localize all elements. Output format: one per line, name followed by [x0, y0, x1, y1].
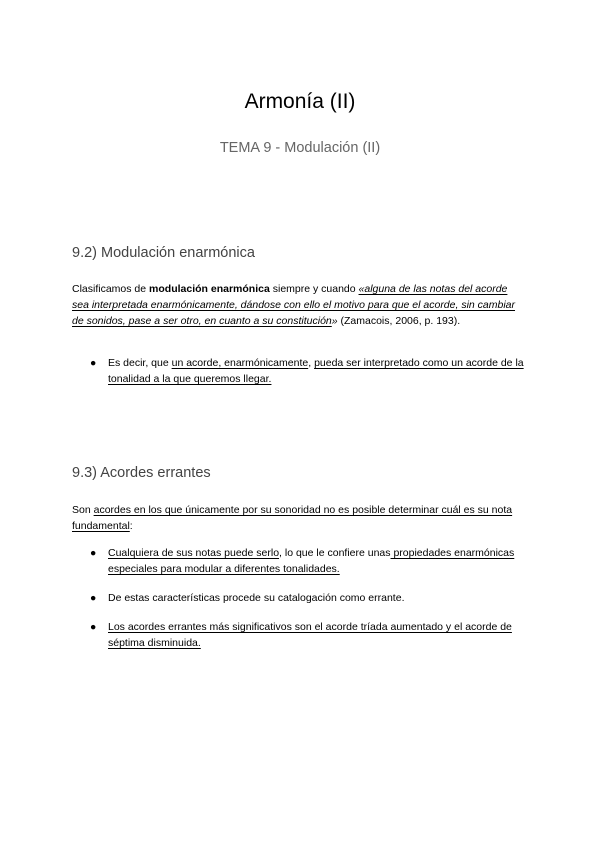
underlined-text: Cualquiera de sus notas puede serlo — [108, 547, 280, 559]
underlined-text: pueda ser interpretado como un acorde de la tonalidad a la que queremos llegar. — [108, 357, 524, 385]
list-item-text: De estas características procede su catalogación como errante. — [108, 592, 405, 604]
paragraph-text: Son — [72, 504, 94, 516]
list-item-text — [90, 355, 527, 387]
paragraph-text: Clasificamos de — [72, 283, 150, 295]
bullet-marker: ● — [90, 547, 97, 559]
text-run: , — [308, 357, 315, 369]
list-item-text — [90, 545, 527, 577]
list-item — [90, 545, 527, 577]
paragraph-acordes-errantes — [72, 502, 527, 534]
underlined-text: un acorde, enarmónicamente — [171, 357, 309, 369]
list-item-text: Los acordes errantes más significativos son el acorde tríada aumentado y el acorde de séptima disminuida. — [108, 621, 512, 649]
list-item — [90, 590, 527, 606]
document-subtitle: TEMA 9 - Modulación (II) — [219, 140, 381, 156]
bullet-marker: ● — [90, 357, 97, 369]
paragraph-text: : — [129, 520, 133, 532]
text-run: Es decir, que — [108, 357, 172, 369]
underlined-text: propiedades enarmónicas especiales para modular a diferentes tonalidades. — [108, 547, 515, 575]
list-item — [90, 619, 527, 651]
list-item — [90, 355, 527, 387]
paragraph-text: siempre y cuando — [269, 283, 359, 295]
document-title: Armonía (II) — [244, 90, 356, 113]
bullet-marker: ● — [90, 621, 97, 633]
underlined-text: acordes en los que únicamente por su sonoridad no es posible determinar cuál es su nota fundamental — [72, 504, 513, 532]
text-run: , lo que le confiere unas — [279, 547, 391, 559]
section-heading-acordes-errantes: 9.3) Acordes errantes — [72, 465, 211, 481]
citation-text: (Zamacois, 2006, p. 193). — [337, 315, 461, 327]
bullet-marker: ● — [90, 592, 97, 604]
quote-close: » — [331, 315, 338, 327]
section-heading-modulacion-enarmonica: 9.2) Modulación enarmónica — [72, 245, 255, 261]
paragraph-modulacion-enarmonica — [72, 281, 527, 329]
bold-term: modulación enarmónica — [149, 283, 270, 295]
quote-text: «alguna de las notas del acorde sea interpretada enarmónicamente, dándose con ello el motivo para que el acorde, sin cambiar de sonidos, pase a ser otro, en cuanto a su constitución — [72, 283, 516, 327]
